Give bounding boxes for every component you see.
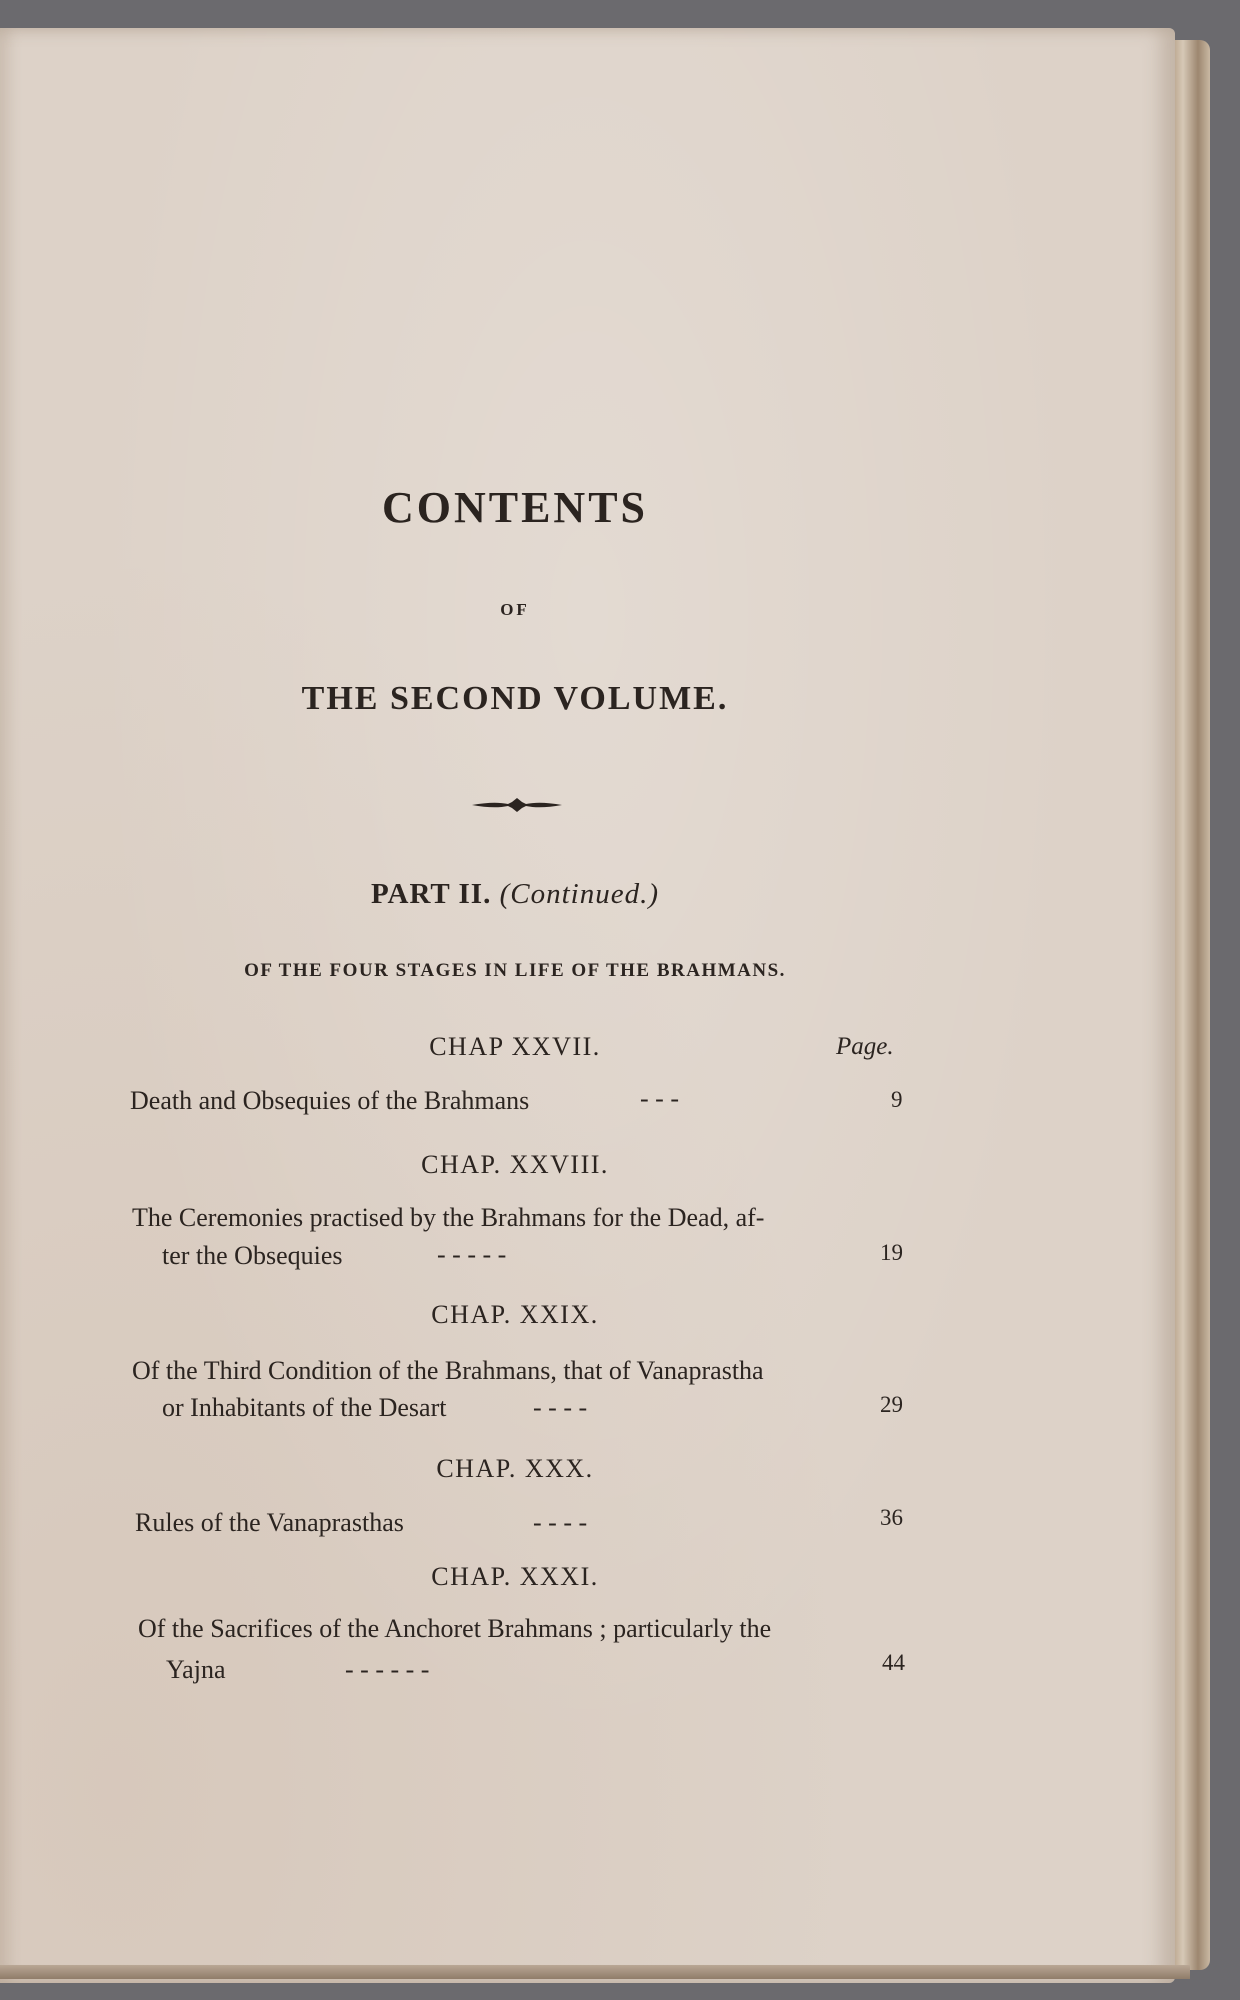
dot-leader: - - - [640,1084,679,1113]
chapter-entry-line: Death and Obsequies of the Brahmans [130,1086,530,1115]
chapter-heading: CHAP. XXIX. [431,1300,599,1329]
chapter-entry-line: Rules of the Vanaprasthas [135,1508,404,1537]
volume-subtitle: THE SECOND VOLUME. [301,680,729,717]
page-number: 19 [880,1240,903,1265]
book-page [0,28,1175,1983]
chapter-entry-line: ter the Obsequies [162,1241,343,1270]
dot-leader: - - - - - - [345,1655,430,1684]
part-heading [0,878,1030,911]
page-bottom-edge [0,1965,1190,1979]
part-label: PART II. [371,878,492,910]
dot-leader: - - - - - [437,1240,507,1269]
page-number: 9 [891,1087,903,1112]
dot-leader: - - - - [533,1508,588,1537]
page-column-header: Page. [836,1033,894,1060]
chapter-heading: CHAP. XXVIII. [421,1150,609,1179]
contents-title: CONTENTS [381,483,649,532]
chapter-entry-line: or Inhabitants of the Desart [162,1393,447,1422]
ornament-divider-icon [470,795,564,815]
part-continued: (Continued.) [499,878,659,910]
chapter-entry-line: The Ceremonies practised by the Brahmans for the Dead, af- [132,1203,765,1232]
dot-leader: - - - - [533,1393,588,1422]
section-title: OF THE FOUR STAGES IN LIFE OF THE BRAHMANS. [244,960,786,981]
page-number: 29 [880,1392,903,1417]
chapter-heading: CHAP XXVII. [429,1032,601,1061]
chapter-entry-line: Of the Third Condition of the Brahmans, that of Vanaprastha [132,1356,764,1385]
page-number: 44 [882,1650,905,1675]
chapter-entry-line: Of the Sacrifices of the Anchoret Brahmans ; particularly the [138,1614,772,1643]
page-number: 36 [880,1505,903,1530]
chapter-heading: CHAP. XXXI. [431,1562,599,1591]
of-label: OF [500,600,530,619]
chapter-entry-line: Yajna [166,1655,226,1684]
chapter-heading: CHAP. XXX. [436,1454,594,1483]
